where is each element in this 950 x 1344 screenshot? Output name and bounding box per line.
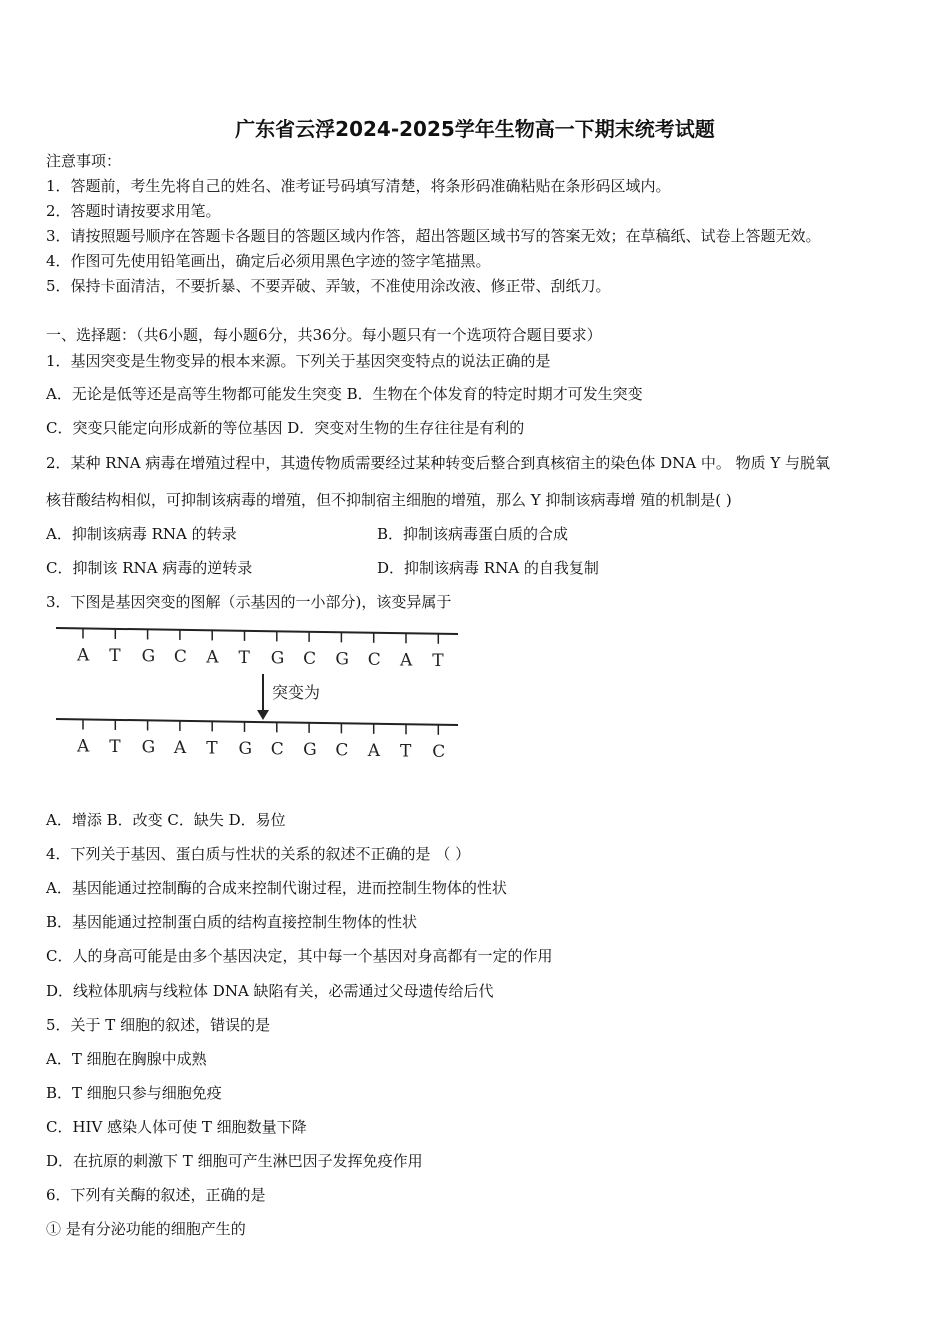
question-5-option-c: C．HIV 感染人体可使 T 细胞数量下降 <box>46 1118 307 1136</box>
section-heading: 一、选择题：（共6小题，每小题6分，共36分。每小题只有一个选项符合题目要求） <box>46 326 602 344</box>
question-4-stem: 4．下列关于基因、蛋白质与性状的关系的叙述不正确的是 （ ） <box>46 845 471 863</box>
question-3-options: A．增添 B．改变 C．缺失 D．易位 <box>46 811 286 829</box>
bottom-strand-base: C <box>335 740 349 761</box>
question-3-stem: 3．下图是基因突变的图解（示基因的一小部分)，该变异属于 <box>46 593 452 611</box>
dna-strand-top <box>56 628 458 634</box>
top-strand-base: G <box>141 646 156 667</box>
question-2-option-d: D．抑制该病毒 RNA 的自我复制 <box>377 559 599 577</box>
question-5-option-d: D．在抗原的刺激下 T 细胞可产生淋巴因子发挥免疫作用 <box>46 1152 423 1170</box>
notice-item: 4．作图可先使用铅笔画出，确定后必须用黑色字迹的签字笔描黑。 <box>46 252 491 270</box>
question-4-option-a: A．基因能通过控制酶的合成来控制代谢过程，进而控制生物体的性状 <box>46 879 507 897</box>
top-strand-base: T <box>432 650 444 671</box>
bottom-strand-base: T <box>109 736 121 757</box>
mutation-label: 突变为 <box>272 683 321 702</box>
mutation-diagram <box>50 618 470 778</box>
top-strand-base: T <box>238 647 250 668</box>
question-5-stem: 5．关于 T 细胞的叙述，错误的是 <box>46 1016 271 1034</box>
bottom-strand-base: A <box>367 740 380 761</box>
bottom-strand-base: C <box>432 741 446 762</box>
question-5-option-b: B．T 细胞只参与细胞免疫 <box>46 1084 222 1102</box>
top-strand-base: C <box>173 646 187 667</box>
question-1-options-cd: C．突变只能定向形成新的等位基因 D．突变对生物的生存往往是有利的 <box>46 419 525 437</box>
notice-heading: 注意事项： <box>46 152 122 170</box>
top-strand-base: C <box>303 648 317 669</box>
bottom-strand-base: G <box>141 737 156 758</box>
page-title: 广东省云浮2024-2025学年生物高一下期末统考试题 <box>235 117 715 141</box>
question-1-stem: 1．基因突变是生物变异的根本来源。下列关于基因突变特点的说法正确的是 <box>46 352 551 370</box>
question-2-option-c: C．抑制该 RNA 病毒的逆转录 <box>46 559 253 577</box>
top-strand-base: G <box>335 649 349 670</box>
notice-item: 1．答题前，考生先将自己的姓名、准考证号码填写清楚，将条形码准确粘贴在条形码区域内。 <box>46 177 671 195</box>
top-strand-base: A <box>206 647 219 668</box>
question-5-option-a: A．T 细胞在胸腺中成熟 <box>46 1050 207 1068</box>
bottom-strand-base: A <box>77 736 90 757</box>
top-strand-base: T <box>109 645 121 666</box>
bottom-strand-base: G <box>238 738 253 759</box>
notice-item: 5．保持卡面清洁，不要折暴、不要弄破、弄皱，不准使用涂改液、修正带、刮纸刀。 <box>46 277 611 295</box>
question-6-stem: 6．下列有关酶的叙述，正确的是 <box>46 1186 266 1204</box>
question-2-stem: 2．某种 RNA 病毒在增殖过程中，其遗传物质需要经过某种转变后整合到真核宿主的染色体 DNA 中。 物质 Y 与脱氧 <box>46 454 831 472</box>
bottom-strand-base: A <box>173 737 187 758</box>
bottom-strand-base: G <box>303 739 317 760</box>
question-4-option-c: C．人的身高可能是由多个基因决定，其中每一个基因对身高都有一定的作用 <box>46 947 553 965</box>
dna-strand-bottom <box>56 719 458 725</box>
question-1-options-ab: A．无论是低等还是高等生物都可能发生突变 B．生物在个体发育的特定时期才可发生突变 <box>46 385 643 403</box>
bottom-strand-base: T <box>206 738 218 759</box>
notice-item: 2．答题时请按要求用笔。 <box>46 202 221 220</box>
question-4-option-d: D．线粒体肌病与线粒体 DNA 缺陷有关，必需通过父母遗传给后代 <box>46 982 494 1000</box>
question-2-stem-cont: 核苷酸结构相似，可抑制该病毒的增殖，但不抑制宿主细胞的增殖，那么 Y 抑制该病毒增 殖的机制是( ) <box>46 491 732 509</box>
top-strand-base: G <box>270 648 285 669</box>
bottom-strand-base: C <box>270 739 284 760</box>
question-6-item-1: ① 是有分泌功能的细胞产生的 <box>46 1220 246 1238</box>
notice-item: 3．请按照题号顺序在答题卡各题目的答题区域内作答，超出答题区域书写的答案无效；在草稿纸、试卷上答题无效。 <box>46 227 821 245</box>
question-4-option-b: B．基因能通过控制蛋白质的结构直接控制生物体的性状 <box>46 913 418 931</box>
bottom-strand-base: T <box>400 741 412 762</box>
top-strand-base: A <box>400 650 413 671</box>
top-strand-base: C <box>367 649 381 670</box>
question-2-option-b: B．抑制该病毒蛋白质的合成 <box>377 525 569 543</box>
mutation-arrow-head <box>257 710 269 720</box>
top-strand-base: A <box>77 645 90 666</box>
question-2-option-a: A．抑制该病毒 RNA 的转录 <box>46 525 237 543</box>
